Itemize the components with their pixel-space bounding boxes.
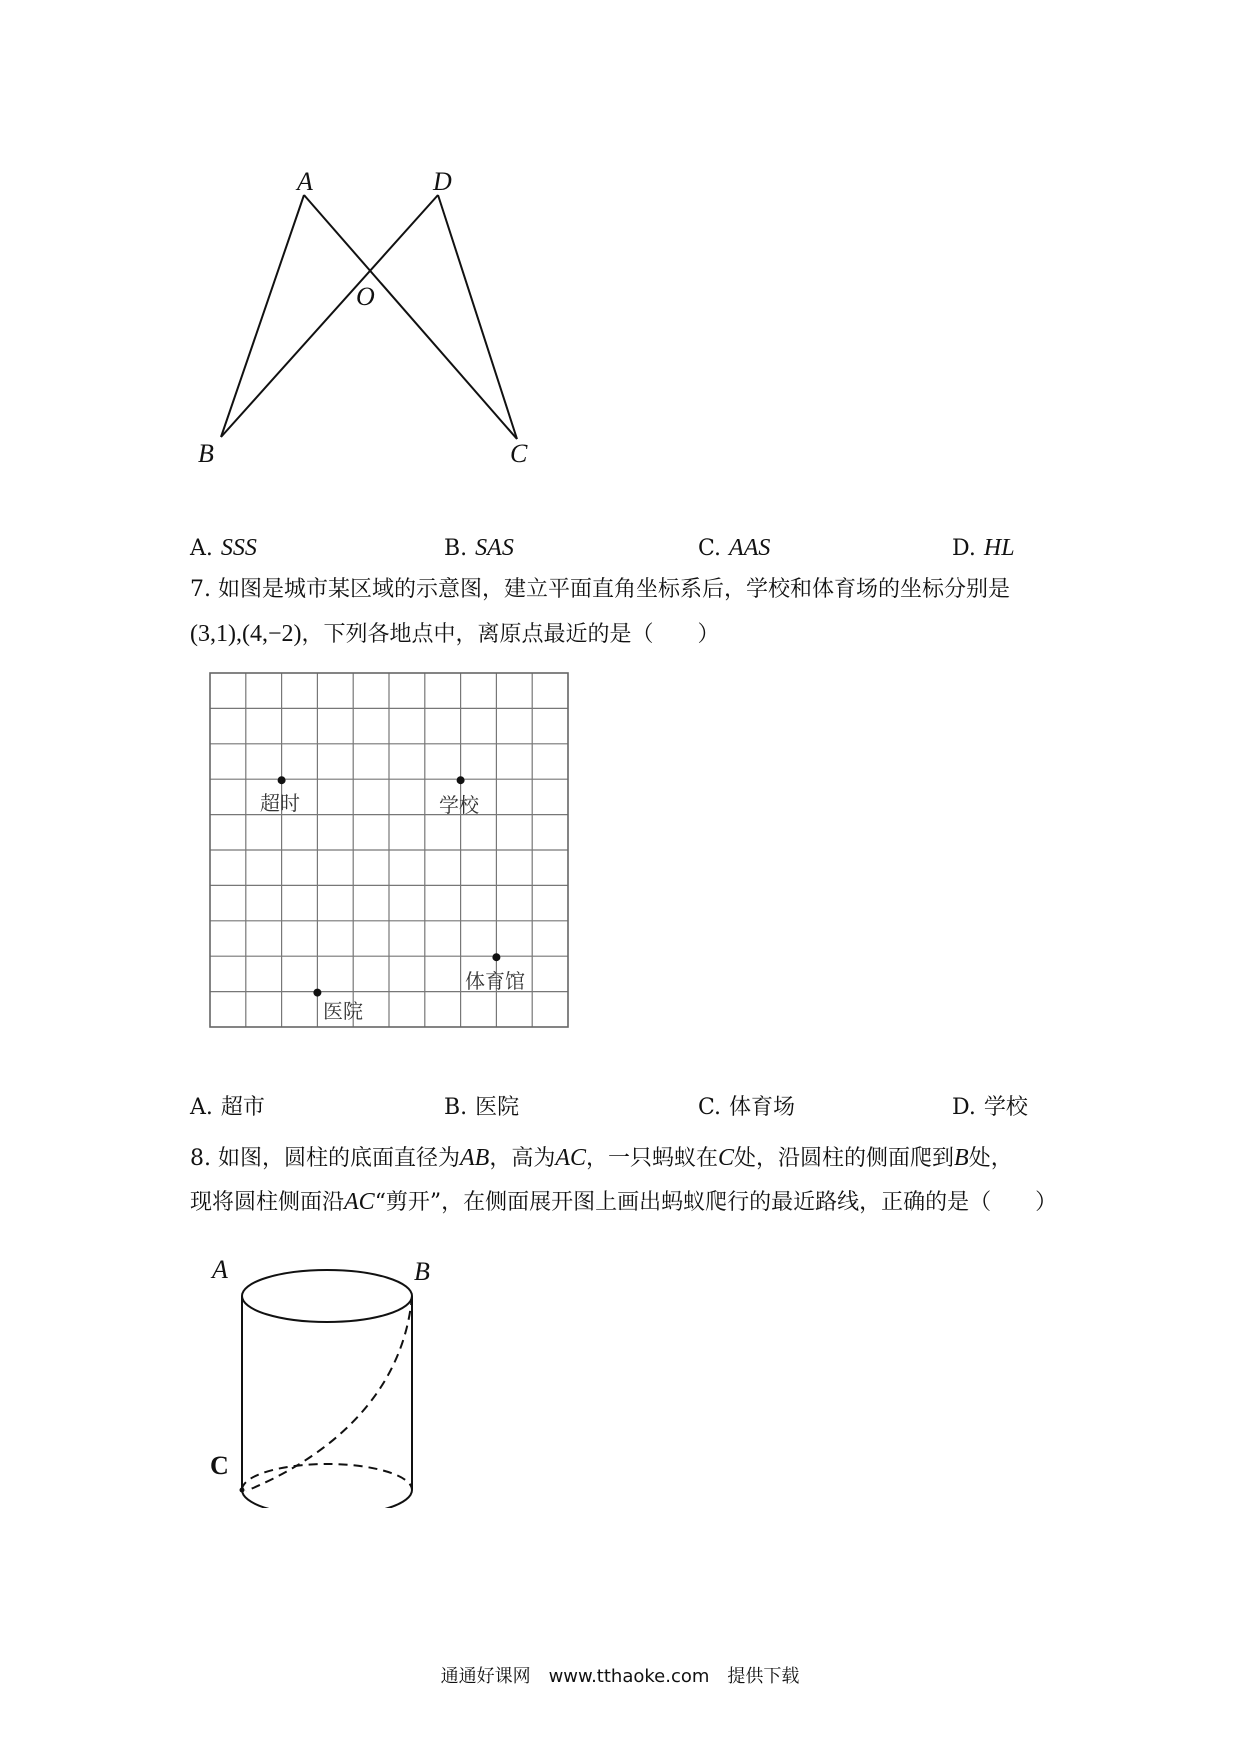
q6-option-c[interactable] [698,530,770,567]
q8-text-2: ，高为 [489,1146,556,1171]
point-label-a: A [212,1255,228,1284]
option-letter: A. [190,1095,213,1120]
option-letter: A. [190,536,213,561]
q8-c: C [718,1145,735,1171]
point-label-b: B [198,439,214,468]
q7-question-tail: ，下列各地点中，离原点最近的是（ ） [301,622,720,647]
q6-option-d[interactable] [952,530,1015,567]
q6-options [190,530,1050,566]
point-label-c: C [210,1451,229,1480]
city-map-grid [205,668,575,1038]
school-point [457,776,465,784]
q7-option-b[interactable] [444,1090,519,1126]
q6-option-b[interactable] [444,530,514,567]
q7-option-a[interactable] [190,1090,265,1126]
option-letter: B. [444,1095,468,1120]
point-label-a: A [297,167,313,196]
q6-option-a[interactable] [190,530,257,567]
cylinder-top-ellipse [242,1270,412,1322]
option-letter: B. [444,536,468,561]
segment-ac [304,195,517,439]
gym-label: 体育馆 [465,969,525,993]
q7-line2 [190,616,720,653]
hospital-label: 医院 [323,999,363,1023]
q8-text-6: 现将圆柱侧面沿 [190,1190,345,1215]
cylinder-figure [200,1248,460,1508]
option-letter: D. [952,1095,976,1120]
gym-point [492,953,500,961]
q7-options [190,1090,1050,1126]
cylinder-bottom-front-arc [242,1490,412,1508]
segment-db [221,195,438,437]
q8-ab: AB [459,1145,490,1171]
option-text: 学校 [983,1095,1028,1120]
point-label-c: C [510,439,528,468]
q8-b: B [954,1145,969,1171]
q7-line1: 7. 如图是城市某区域的示意图，建立平面直角坐标系后，学校和体育场的坐标分别是 [190,577,1010,602]
page-footer: 通通好课网 www.tthaoke.com 提供下载 [440,1666,800,1687]
q8-text-3: ，一只蚂蚁在 [586,1146,719,1171]
q8-text-5: 处， [968,1146,1013,1171]
cylinder-bottom-back-arc [242,1464,412,1490]
q8-text-7: “剪开”，在侧面展开图上画出蚂蚁爬行的最近路线，正确的是（ ） [374,1190,1058,1215]
q7-option-c[interactable] [698,1090,795,1126]
q8-ac-2: AC [344,1189,375,1215]
option-text: HL [983,535,1015,561]
option-text: 体育场 [729,1095,796,1120]
option-text: AAS [729,535,771,561]
q8-text-1: 8. 如图，圆柱的底面直径为 [190,1146,460,1171]
point-label-d: D [433,167,452,196]
option-text: 超市 [220,1095,265,1120]
segment-dc [438,195,517,439]
point-label-b: B [414,1257,430,1286]
point-c [240,1488,245,1493]
school-label: 学校 [439,793,479,817]
option-letter: C. [698,1095,722,1120]
q8-ac: AC [555,1145,586,1171]
option-text: SSS [220,535,257,561]
point-label-o: O [356,282,375,311]
q7-option-d[interactable] [952,1090,1028,1126]
option-letter: D. [952,536,976,561]
option-letter: C. [698,536,722,561]
ant-path-curve [246,1296,412,1491]
hospital-point [313,989,321,997]
supermarket-label: 超时 [260,791,300,815]
q8-line1 [190,1140,1013,1177]
option-text: SAS [475,535,514,561]
q7-coordinates: (3,1),(4,−2) [190,621,302,647]
triangles-figure [180,150,560,480]
option-text: 医院 [475,1095,520,1120]
q8-text-4: 处，沿圆柱的侧面爬到 [734,1146,955,1171]
supermarket-point [278,776,286,784]
segment-ab [221,195,304,437]
q8-line2 [190,1184,1057,1221]
